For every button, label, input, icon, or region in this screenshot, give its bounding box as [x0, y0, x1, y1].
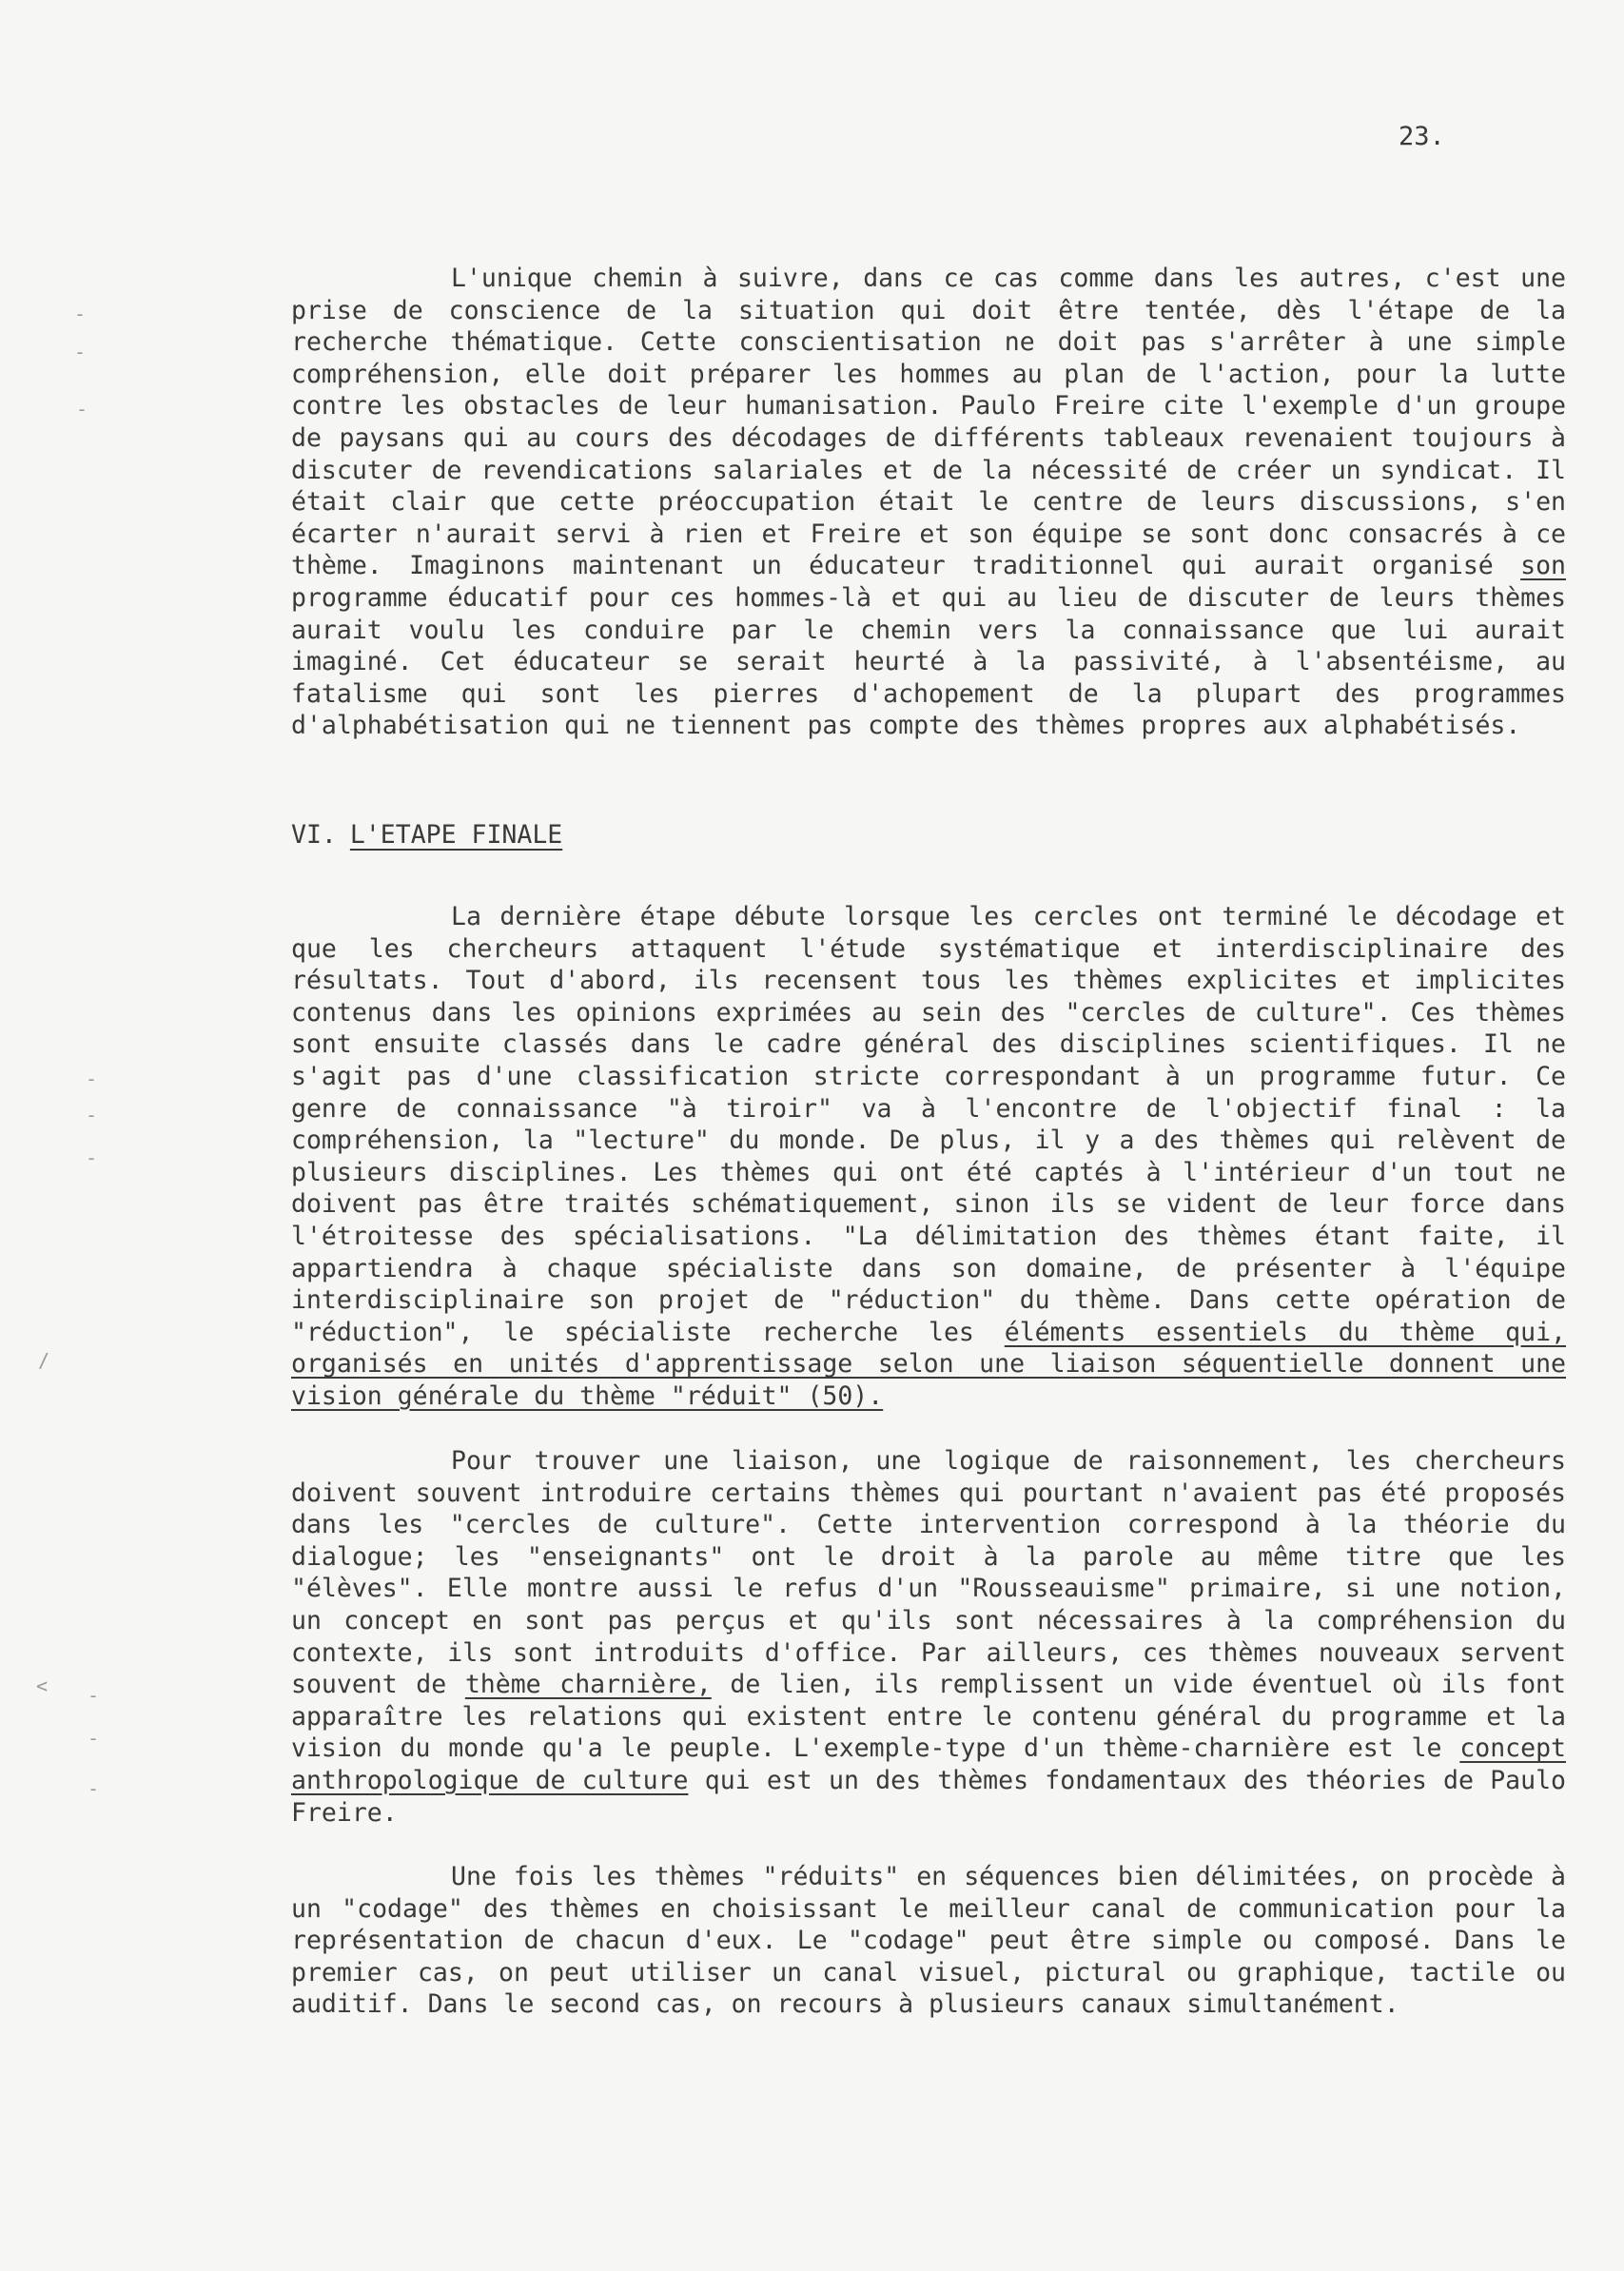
margin-mark: < — [36, 1674, 49, 1697]
underlined-text: thème charnière, — [464, 1670, 712, 1700]
paragraph-4: Une fois les thèmes "réduits" en séquences bien délimitées, on procède à un "codage" des thèmes en choisissant le meilleur canal de communication pour la représentation de chacun d'eux. Le "codage" peut être simple ou composé. Dans le premier cas, on peut utiliser un canal visuel, pictural ou graphique, tactile ou auditif. Dans le second cas, on recours à plusieurs canaux simultanément. — [291, 1862, 1566, 2020]
section-heading: VI. L'ETAPE FINALE — [291, 820, 563, 850]
paragraph-1: L'unique chemin à suivre, dans ce cas comme dans les autres, c'est une prise de conscience de la situation qui doit être tentée, dès l'étape de la recherche thématique. Cette conscientisation ne doit pas s'arrêter à une simple compréhension, elle doit préparer les hommes au plan de l'action, pour la lutte contre les obstacles de leur humanisation. Paulo Freire cite l'exemple d'un groupe de paysans qui au cours des décodages de différents tableaux revenaient toujours à discuter de revendications salariales et de la nécessité de créer un syndicat. Il était clair que cette préoccupation était le centre de leurs discussions, s'en écarter n'aurait servi à rien et Freire et son équipe se sont donc consacrés à ce thème. Imaginons maintenant un éducateur traditionnel qui aurait organisé son programme éducatif pour ces hommes-là et qui au lieu de discuter de leurs thèmes aurait voulu les conduire par le chemin vers la connaissance que lui aurait imaginé. Cet éducateur se serait heurté à la passivité, à l'absentéisme, au fatalisme qui sont les pierres d'achopement de la plupart des programmes d'alphabétisation qui ne tiennent pas compte des thèmes propres aux alphabétisés. — [291, 264, 1566, 741]
paragraph-3: Pour trouver une liaison, une logique de raisonnement, les chercheurs doivent souvent introduire certains thèmes qui pourtant n'avaient pas été proposés dans les "cercles de culture". Cette intervention correspond à la théorie du dialogue; les "enseignants" ont le droit à la parole au même titre que les "élèves". Elle montre aussi le refus d'un "Rousseauisme" primaire, si une notion, un concept en sont pas perçus et qu'ils sont nécessaires à la compréhension du contexte, ils sont introduits d'office. Par ailleurs, ces thèmes nouveaux servent souvent de thème charnière, de lien, ils remplissent un vide éventuel où ils font apparaître les relations qui existent entre le contenu général du programme et la vision du monde qu'a le peuple. L'exemple-type d'un thème-charnière est le concept anthropologique de culture qui est un des thèmes fondamentaux des théories de Paulo Freire. — [291, 1446, 1566, 1828]
margin-mark: - — [86, 1104, 98, 1126]
margin-mark: - — [74, 341, 87, 363]
margin-mark: - — [88, 1777, 100, 1800]
margin-mark: - — [74, 303, 87, 325]
underlined-text: concept anthropologique de culture — [291, 1733, 1566, 1795]
margin-mark: - — [88, 1727, 100, 1750]
underlined-text: éléments essentiels du thème qui, organisés en unités d'apprentissage selon une liaison séquentielle donnent une vision générale du thème "réduit" (50). — [291, 1317, 1566, 1411]
margin-mark: / — [38, 1349, 50, 1372]
underlined-text: son — [1520, 551, 1566, 581]
margin-mark: - — [76, 398, 88, 421]
margin-mark: - — [86, 1146, 98, 1169]
page-number: 23. — [1399, 122, 1445, 151]
margin-mark: - — [88, 1684, 100, 1707]
margin-mark: - — [86, 1067, 98, 1090]
paragraph-2: La dernière étape débute lorsque les cercles ont terminé le décodage et que les chercheurs attaquent l'étude systématique et interdisciplinaire des résultats. Tout d'abord, ils recensent tous les thèmes explicites et implicites contenus dans les opinions exprimées au sein des "cercles de culture". Ces thèmes sont ensuite classés dans le cadre général des disciplines scientifiques. Il ne s'agit pas d'une classification stricte correspondant à un programme futur. Ce genre de connaissance "à tiroir" va à l'encontre de l'objectif final : la compréhension, la "lecture" du monde. De plus, il y a des thèmes qui relèvent de plusieurs disciplines. Les thèmes qui ont été captés à l'intérieur d'un tout ne doivent pas être traités schématiquement, sinon ils se vident de leur force dans l'étroitesse des spécialisations. "La délimitation des thèmes étant faite, il appartiendra à chaque spécialiste dans son domaine, de présenter à l'équipe interdisciplinaire son projet de "réduction" du thème. Dans cette opération de "réduction", le spécialiste recherche les éléments essentiels du thème qui, organisés en unités d'apprentissage selon une liaison séquentielle donnent une vision générale du thème "réduit" (50). — [291, 902, 1566, 1411]
